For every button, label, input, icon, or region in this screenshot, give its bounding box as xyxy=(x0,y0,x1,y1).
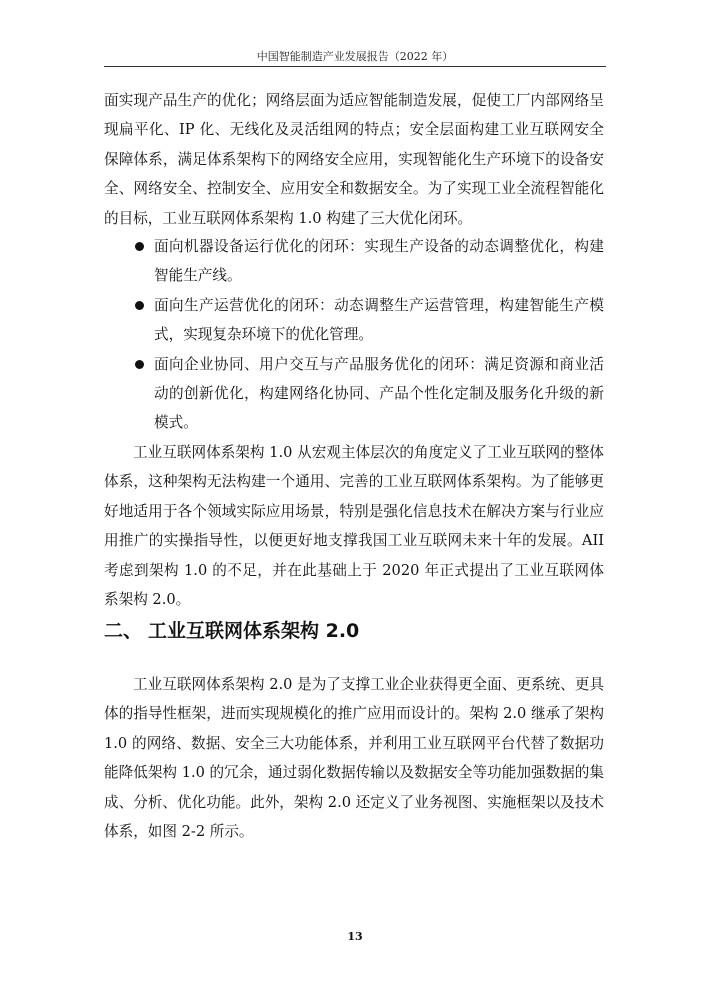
bullet-item-2 xyxy=(104,291,604,350)
bullet-text-2: 面向生产运营优化的闭环：动态调整生产运营管理，构建智能生产模式，实现复杂环境下的优化管理。 xyxy=(154,296,604,344)
bullet-dot-icon xyxy=(135,242,144,251)
bullet-text-3: 面向企业协同、用户交互与产品服务优化的闭环：满足资源和商业活动的创新优化，构建网络化协同、产品个性化定制及服务化升级的新模式。 xyxy=(154,355,604,432)
bullet-list xyxy=(104,232,604,438)
section-title: 工业互联网体系架构 2.0 xyxy=(148,620,360,642)
bullet-text-1: 面向机器设备运行优化的闭环：实现生产设备的动态调整优化，构建智能生产线。 xyxy=(154,238,604,285)
bullet-item-1 xyxy=(104,232,604,291)
section-heading xyxy=(104,616,359,643)
paragraph-1: 面实现产品生产的优化；网络层面为适应智能制造发展，促使工厂内部网络呈现扁平化、IP 化、无线化及灵活组网的特点；安全层面构建工业互联网安全保障体系，满足体系架构下的网络安全应用，实现智能化生产环境下的设备安全、网络安全、控制安全、应用安全和数据安全。为了实现工业全流程智能化的目标，工业互联网体系架构 1.0 构建了三大优化闭环。 xyxy=(104,92,604,227)
paragraph-3: 工业互联网体系架构 2.0 是为了支撑工业企业获得更全面、更系统、更具体的指导性框架，进而实现规模化的推广应用而设计的。架构 2.0 继承了架构 1.0 的网络、数据、安全三大功能体系，并利用工业互联网平台代替了数据功能降低架构 1.0 的冗余，通过弱化数据传输以及数据安全等功能加强数据的集成、分析、优化功能。此外，架构 2.0 还定义了业务视图、实施框架以及技术体系，如图 2-2 所示。 xyxy=(104,676,604,841)
paragraph-2: 工业互联网体系架构 1.0 从宏观主体层次的角度定义了工业互联网的整体体系，这种架构无法构建一个通用、完善的工业互联网体系架构。为了能够更好地适用于各个领域实际应用场景，特别是强化信息技术在解决方案与行业应用推广的实操指导性，以便更好地支撑我国工业互联网未来十年的发展。AII 考虑到架构 1.0 的不足，并在此基础上于 2020 年正式提出了工业互联网体系架构 2.0。 xyxy=(104,444,604,609)
running-header: 中国智能制造产业发展报告（2022 年） xyxy=(256,50,454,63)
bullet-dot-icon xyxy=(135,360,144,369)
header-divider xyxy=(104,66,606,67)
section-number: 二、 xyxy=(104,620,143,642)
bullet-dot-icon xyxy=(135,301,144,310)
page-number: 13 xyxy=(347,930,363,943)
bullet-item-3 xyxy=(104,350,604,438)
